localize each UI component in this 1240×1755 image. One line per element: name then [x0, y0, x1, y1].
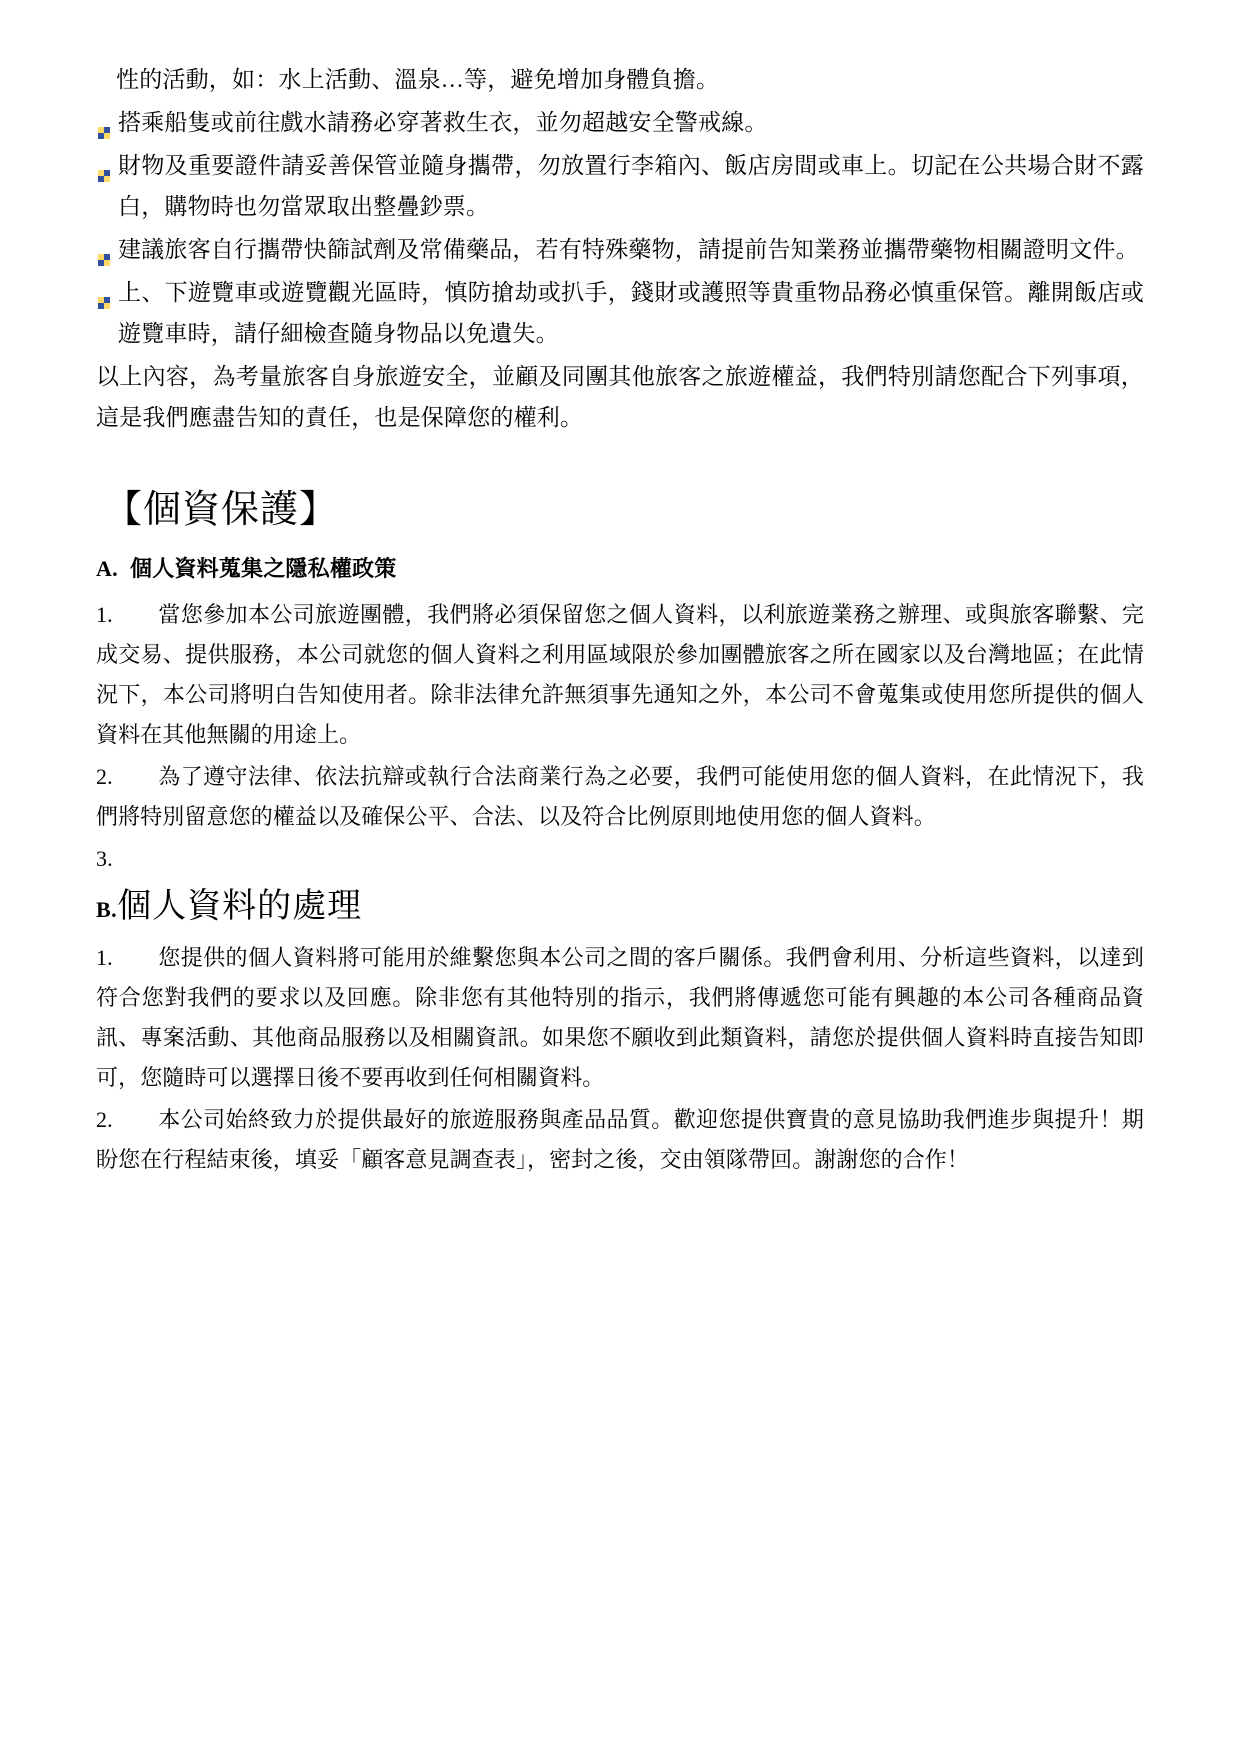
notice-continuation-line: 性的活動，如：水上活動、溫泉…等，避免增加身體負擔。 [116, 67, 720, 92]
list-text: 當您參加本公司旅遊團體，我們將必須保留您之個人資料，以利旅遊業務之辦理、或與旅客聯繫、完成交易、提供服務，本公司就您的個人資料之利用區域限於參加團體旅客之所在國家以及台灣地區；在此情況下，本公司將明白告知使用者。除非法律允許無須事先通知之外，本公司不會蒐集或使用您所提供的個人資料在其他無關的用途上。 [96, 601, 1144, 747]
privacy-part-b-letter: B. [96, 897, 118, 923]
notice-bullet-item [96, 146, 1144, 228]
privacy-part-b-item [96, 938, 1144, 1098]
notice-closing-paragraph: 以上內容，為考量旅客自身旅遊安全，並顧及同團其他旅客之旅遊權益，我們特別請您配合下列事項，這是我們應盡告知的責任，也是保障您的權利。 [96, 363, 1144, 430]
privacy-part-b-title: 個人資料的處理 [117, 887, 363, 926]
list-text: 本公司始終致力於提供最好的旅遊服務與產品品質。歡迎您提供寶貴的意見協助我們進步與提升！期盼您在行程結束後，填妥「顧客意見調查表」，密封之後，交由領隊帶回。謝謝您的合作！ [96, 1106, 1144, 1172]
privacy-part-a-heading [96, 552, 1144, 585]
privacy-part-a-title: 個人資料蒐集之隱私權政策 [130, 555, 397, 581]
privacy-part-a-item [96, 839, 1144, 879]
list-number: 1. [96, 601, 113, 627]
notice-bullet-item [96, 273, 1144, 355]
notice-bullet-text: 建議旅客自行攜帶快篩試劑及常備藥品，若有特殊藥物，請提前告知業務並攜帶藥物相關證明文件。 [118, 236, 1139, 262]
list-number: 2. [96, 1106, 113, 1132]
bullet-marker-icon [96, 114, 112, 130]
bullet-marker-icon [96, 284, 112, 300]
notice-bullet-text: 財物及重要證件請妥善保管並隨身攜帶，勿放置行李箱內、飯店房間或車上。切記在公共場合財不露白，購物時也勿當眾取出整疊鈔票。 [118, 152, 1144, 219]
list-text: 您提供的個人資料將可能用於維繫您與本公司之間的客戶關係。我們會利用、分析這些資料，以達到符合您對我們的要求以及回應。除非您有其他特別的指示，我們將傳遞您可能有興趣的本公司各種商品資訊、專案活動、其他商品服務以及相關資訊。如果您不願收到此類資料，請您於提供個人資料時直接告知即可，您隨時可以選擇日後不要再收到任何相關資料。 [96, 944, 1144, 1090]
list-text: 為了遵守法律、依法抗辯或執行合法商業行為之必要，我們可能使用您的個人資料，在此情況下，我們將特別留意您的權益以及確保公平、合法、以及符合比例原則地使用您的個人資料。 [96, 763, 1144, 829]
privacy-section-heading: 【個資保護】 [104, 489, 339, 532]
notice-bullet-text: 上、下遊覽車或遊覽觀光區時，慎防搶劫或扒手，錢財或護照等貴重物品務必慎重保管。離開飯店或遊覽車時，請仔細檢查隨身物品以免遺失。 [118, 279, 1144, 346]
notice-bullet-text: 搭乘船隻或前往戲水請務必穿著救生衣，並勿超越安全警戒線。 [118, 109, 768, 135]
notice-bullet-item [96, 230, 1144, 271]
privacy-part-a-letter: A. [96, 555, 118, 581]
privacy-part-b-item [96, 1100, 1144, 1180]
bullet-marker-icon [96, 157, 112, 173]
bullet-marker-icon [96, 241, 112, 257]
privacy-part-a-item [96, 757, 1144, 837]
list-number: 3. [96, 846, 113, 872]
list-number: 1. [96, 944, 113, 970]
list-number: 2. [96, 763, 113, 789]
privacy-part-b-heading [96, 885, 1144, 928]
notice-bullet-item [96, 103, 1144, 144]
document-body [96, 60, 1144, 1180]
privacy-part-a-item [96, 595, 1144, 755]
